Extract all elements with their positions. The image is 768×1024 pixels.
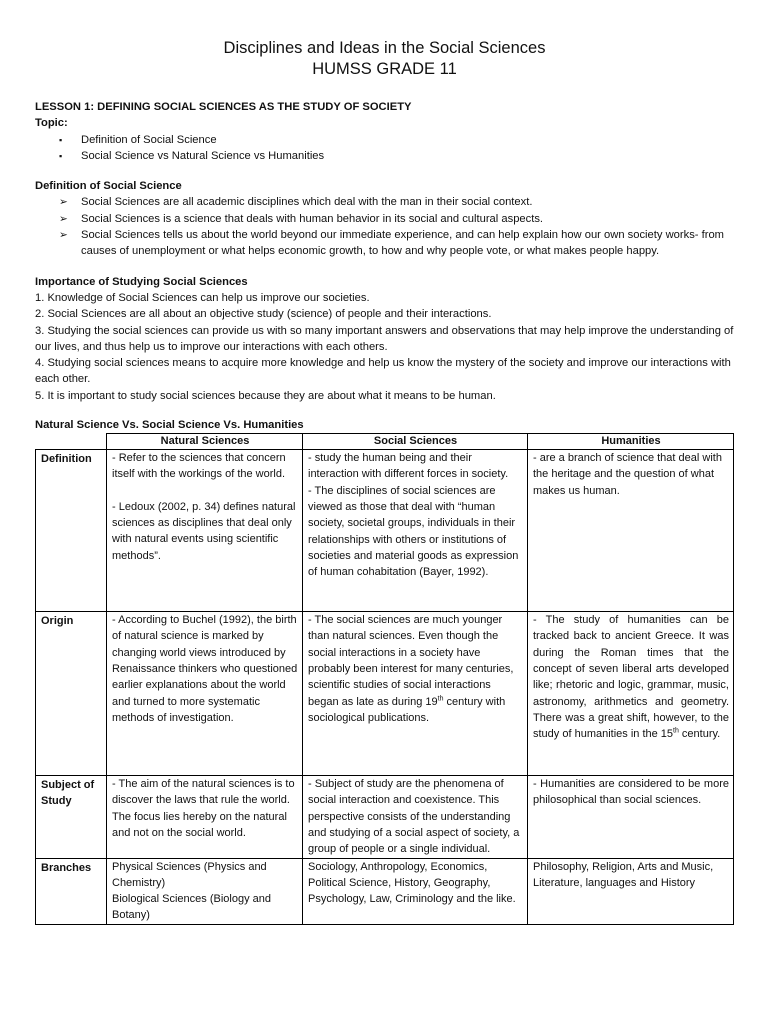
list-item: ➢ Social Sciences is a science that deals with human behavior in its social and cultural aspects. — [59, 211, 734, 227]
cell-text — [533, 612, 729, 742]
cell-text: - The aim of the natural sciences is to discover the laws that rule the world. The focus lies hereby on the natural and not on the social world. — [112, 778, 295, 839]
table-row — [36, 858, 734, 924]
comparison-table — [35, 433, 734, 925]
definition-list — [35, 194, 734, 259]
table-header-row — [36, 434, 734, 450]
superscript: th — [437, 694, 444, 702]
cell-text: - Humanities are considered to be more philosophical than social sciences. — [533, 778, 729, 807]
table-cell — [528, 858, 734, 924]
lesson-heading: LESSON 1: DEFINING SOCIAL SCIENCES AS THE STUDY OF SOCIETY — [35, 101, 412, 113]
importance-list — [35, 290, 734, 404]
table-cell — [107, 858, 303, 924]
list-item: ➢ Social Sciences tells us about the world beyond our immediate experience, and can help explain how our own society works- from causes of unemployment or what helps economic growth, to how and why people vote, or what makes people happy. — [59, 227, 734, 260]
list-item: 5. It is important to study social sciences because they are about what it means to be human. — [35, 389, 496, 402]
column-header: Natural Sciences — [107, 434, 303, 450]
table-row — [36, 612, 734, 776]
table-cell — [303, 858, 528, 924]
list-item: ▪ Social Science vs Natural Science vs Humanities — [59, 148, 734, 164]
table-cell — [107, 776, 303, 858]
document-header — [35, 38, 734, 80]
row-header: Definition — [36, 450, 107, 612]
table-corner-cell — [36, 434, 107, 450]
cell-text-part: - The study of humanities can be tracked back to ancient Greece. It was during the Roman times that the concept of seven liberal arts developed like; rhetoric and logic, grammar, music, astronomy, arithmetics and geometry. There was a great shift, however, to the study of humanities in the 15 — [533, 614, 729, 741]
list-item: 2. Social Sciences are all about an objective study (science) of people and their interactions. — [35, 308, 492, 321]
cell-text: - The disciplines of social sciences are viewed as those that deal with “human society, societal groups, individuals in their relationships with others or institutions of societies and material goods as expression of human cohabitation (Bayer, 1992). — [308, 484, 519, 579]
cell-text: - study the human being and their interaction with different forces in society. — [308, 452, 509, 481]
table-cell — [303, 776, 528, 858]
table-cell — [528, 612, 734, 776]
cell-text: Philosophy, Religion, Arts and Music, Literature, languages and History — [533, 860, 714, 889]
column-header: Humanities — [528, 434, 734, 450]
table-cell — [303, 612, 528, 776]
comparison-table-title: Natural Science Vs. Social Science Vs. Humanities — [35, 419, 304, 432]
superscript: th — [673, 727, 679, 735]
document-subtitle: HUMSS GRADE 11 — [312, 60, 457, 78]
cell-text-part: century with sociological publications. — [308, 695, 506, 724]
row-header: Origin — [36, 612, 107, 776]
table-cell — [528, 776, 734, 858]
document-title: Disciplines and Ideas in the Social Sciences — [223, 39, 546, 57]
cell-text: Sociology, Anthropology, Economics, Political Science, History, Geography, Psychology, Law, Criminology and the like. — [308, 860, 516, 906]
cell-text — [308, 612, 523, 726]
table-row — [36, 450, 734, 612]
importance-heading: Importance of Studying Social Sciences — [35, 275, 248, 288]
table-cell — [528, 450, 734, 612]
cell-text-part: - The social sciences are much younger than natural sciences. Even though the social interactions in a society have probably been interest for many centuries, scientific studies of social interactions began as late as during 19 — [308, 614, 514, 708]
column-header: Social Sciences — [303, 434, 528, 450]
cell-text: Physical Sciences (Physics and Chemistry) — [112, 860, 267, 889]
table-cell — [303, 450, 528, 612]
cell-text-part: century. — [678, 728, 721, 741]
list-item: 1. Knowledge of Social Sciences can help us improve our societies. — [35, 291, 370, 304]
row-header: Subject of Study — [36, 776, 107, 858]
cell-text: - are a branch of science that deal with the heritage and the question of what makes us human. — [533, 452, 722, 497]
cell-text: - Refer to the sciences that concern itself with the workings of the world. — [112, 452, 286, 481]
list-item: 4. Studying social sciences means to acquire more knowledge and help us know the mystery of the society and improve our interactions with each other. — [35, 357, 731, 386]
table-cell — [107, 450, 303, 612]
list-item: ▪ Definition of Social Science — [59, 132, 734, 148]
cell-text: - Ledoux (2002, p. 34) defines natural sciences as disciplines that deal only with natural events using scientific methods”. — [112, 500, 296, 562]
list-item: ➢ Social Sciences are all academic disciplines which deal with the man in their social context. — [59, 194, 734, 210]
table-cell — [107, 612, 303, 776]
topic-list — [35, 132, 734, 165]
cell-text: Biological Sciences (Biology and Botany) — [112, 893, 271, 922]
definition-heading: Definition of Social Science — [35, 180, 182, 193]
topic-label: Topic: — [35, 117, 68, 130]
cell-text: - Subject of study are the phenomena of social interaction and coexistence. This perspective consists of the understanding and studying of a social aspect of society, a group of people or a single individual. — [308, 778, 520, 856]
row-header: Branches — [36, 858, 107, 924]
list-item: 3. Studying the social sciences can provide us with so many important answers and observations that may help improve the understanding of our lives, and thus help us to improve our interactions with each others. — [35, 324, 734, 353]
table-row — [36, 776, 734, 858]
cell-text: - According to Buchel (1992), the birth of natural science is marked by changing world views introduced by Renaissance thinkers who questioned earlier explanations about the world and turned to more systematic methods of investigation. — [112, 614, 298, 724]
